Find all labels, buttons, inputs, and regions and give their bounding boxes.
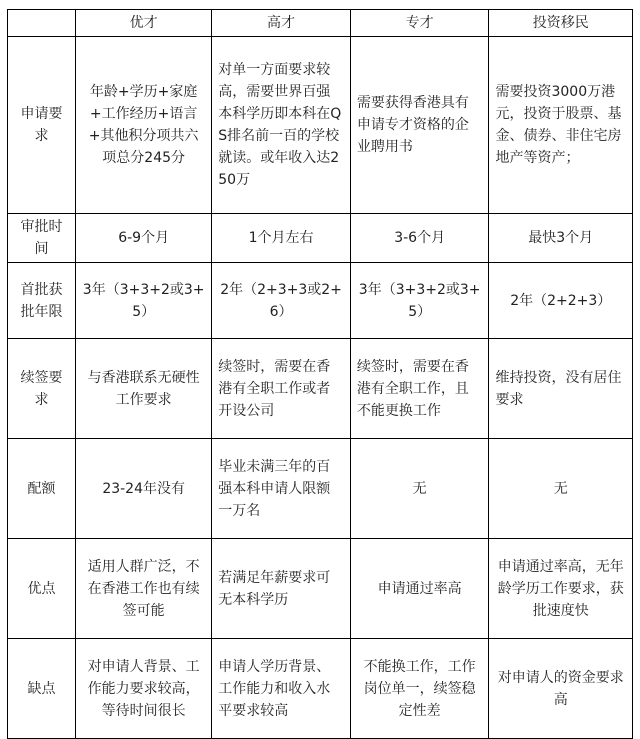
row-cons (8, 639, 633, 739)
header-cell-top-talent: 高才 (212, 10, 351, 37)
table-cell: 年龄+学历+家庭+工作经历+语言+其他积分项共六项总分245分 (76, 37, 212, 214)
table-cell: 无 (489, 439, 633, 539)
table-cell: 对单一方面要求较高，需要世界百强本科学历即本科在QS排名前一百的学校就读。或年收入达250万 (212, 37, 351, 214)
header-cell-professional: 专才 (350, 10, 489, 37)
table-cell: 申请人学历背景、工作能力和收入水平要求较高 (212, 639, 351, 739)
table-cell: 无 (350, 439, 489, 539)
table-cell: 续签时，需要在香港有全职工作或者开设公司 (212, 339, 351, 439)
table-cell: 2年（2+3+3或2+6） (212, 263, 351, 339)
table-cell: 23-24年没有 (76, 439, 212, 539)
table-cell: 适用人群广泛，不在香港工作也有续签可能 (76, 539, 212, 639)
header-cell-talent: 优才 (76, 10, 212, 37)
row-label: 缺点 (8, 639, 76, 739)
row-label: 配额 (8, 439, 76, 539)
table-cell: 若满足年薪要求可无本科学历 (212, 539, 351, 639)
header-cell-investment: 投资移民 (489, 10, 633, 37)
table-cell: 3-6个月 (350, 214, 489, 263)
table-cell: 与香港联系无硬性工作要求 (76, 339, 212, 439)
row-approval-time (8, 214, 633, 263)
table-cell: 申请通过率高 (350, 539, 489, 639)
table-cell: 申请通过率高，无年龄学历工作要求，获批速度快 (489, 539, 633, 639)
table-cell: 维持投资，没有居住要求 (489, 339, 633, 439)
row-label: 审批时间 (8, 214, 76, 263)
row-label: 优点 (8, 539, 76, 639)
table-cell: 6-9个月 (76, 214, 212, 263)
row-requirements (8, 37, 633, 214)
table-cell: 3年（3+3+2或3+5） (76, 263, 212, 339)
table-cell: 需要投资3000万港元，投资于股票、基金、债券、非住宅房地产等资产； (489, 37, 633, 214)
row-label: 首批获批年限 (8, 263, 76, 339)
table-cell: 最快3个月 (489, 214, 633, 263)
hk-visa-comparison-table (7, 9, 633, 739)
table-cell: 对申请人背景、工作能力要求较高，等待时间很长 (76, 639, 212, 739)
table-cell: 毕业未满三年的百强本科申请人限额一万名 (212, 439, 351, 539)
comparison-table-wrapper (7, 9, 633, 739)
row-first-grant (8, 263, 633, 339)
table-cell: 对申请人的资金要求高 (489, 639, 633, 739)
table-cell: 1个月左右 (212, 214, 351, 263)
table-cell: 3年（3+3+2或3+5） (350, 263, 489, 339)
table-cell: 2年（2+2+3） (489, 263, 633, 339)
row-renewal (8, 339, 633, 439)
header-cell-empty (8, 10, 76, 37)
row-quota (8, 439, 633, 539)
table-cell: 不能换工作，工作岗位单一，续签稳定性差 (350, 639, 489, 739)
table-cell: 续签时，需要在香港有全职工作，且不能更换工作 (350, 339, 489, 439)
row-pros (8, 539, 633, 639)
table-cell: 需要获得香港具有申请专才资格的企业聘用书 (350, 37, 489, 214)
header-row (8, 10, 633, 37)
row-label: 续签要求 (8, 339, 76, 439)
row-label: 申请要求 (8, 37, 76, 214)
